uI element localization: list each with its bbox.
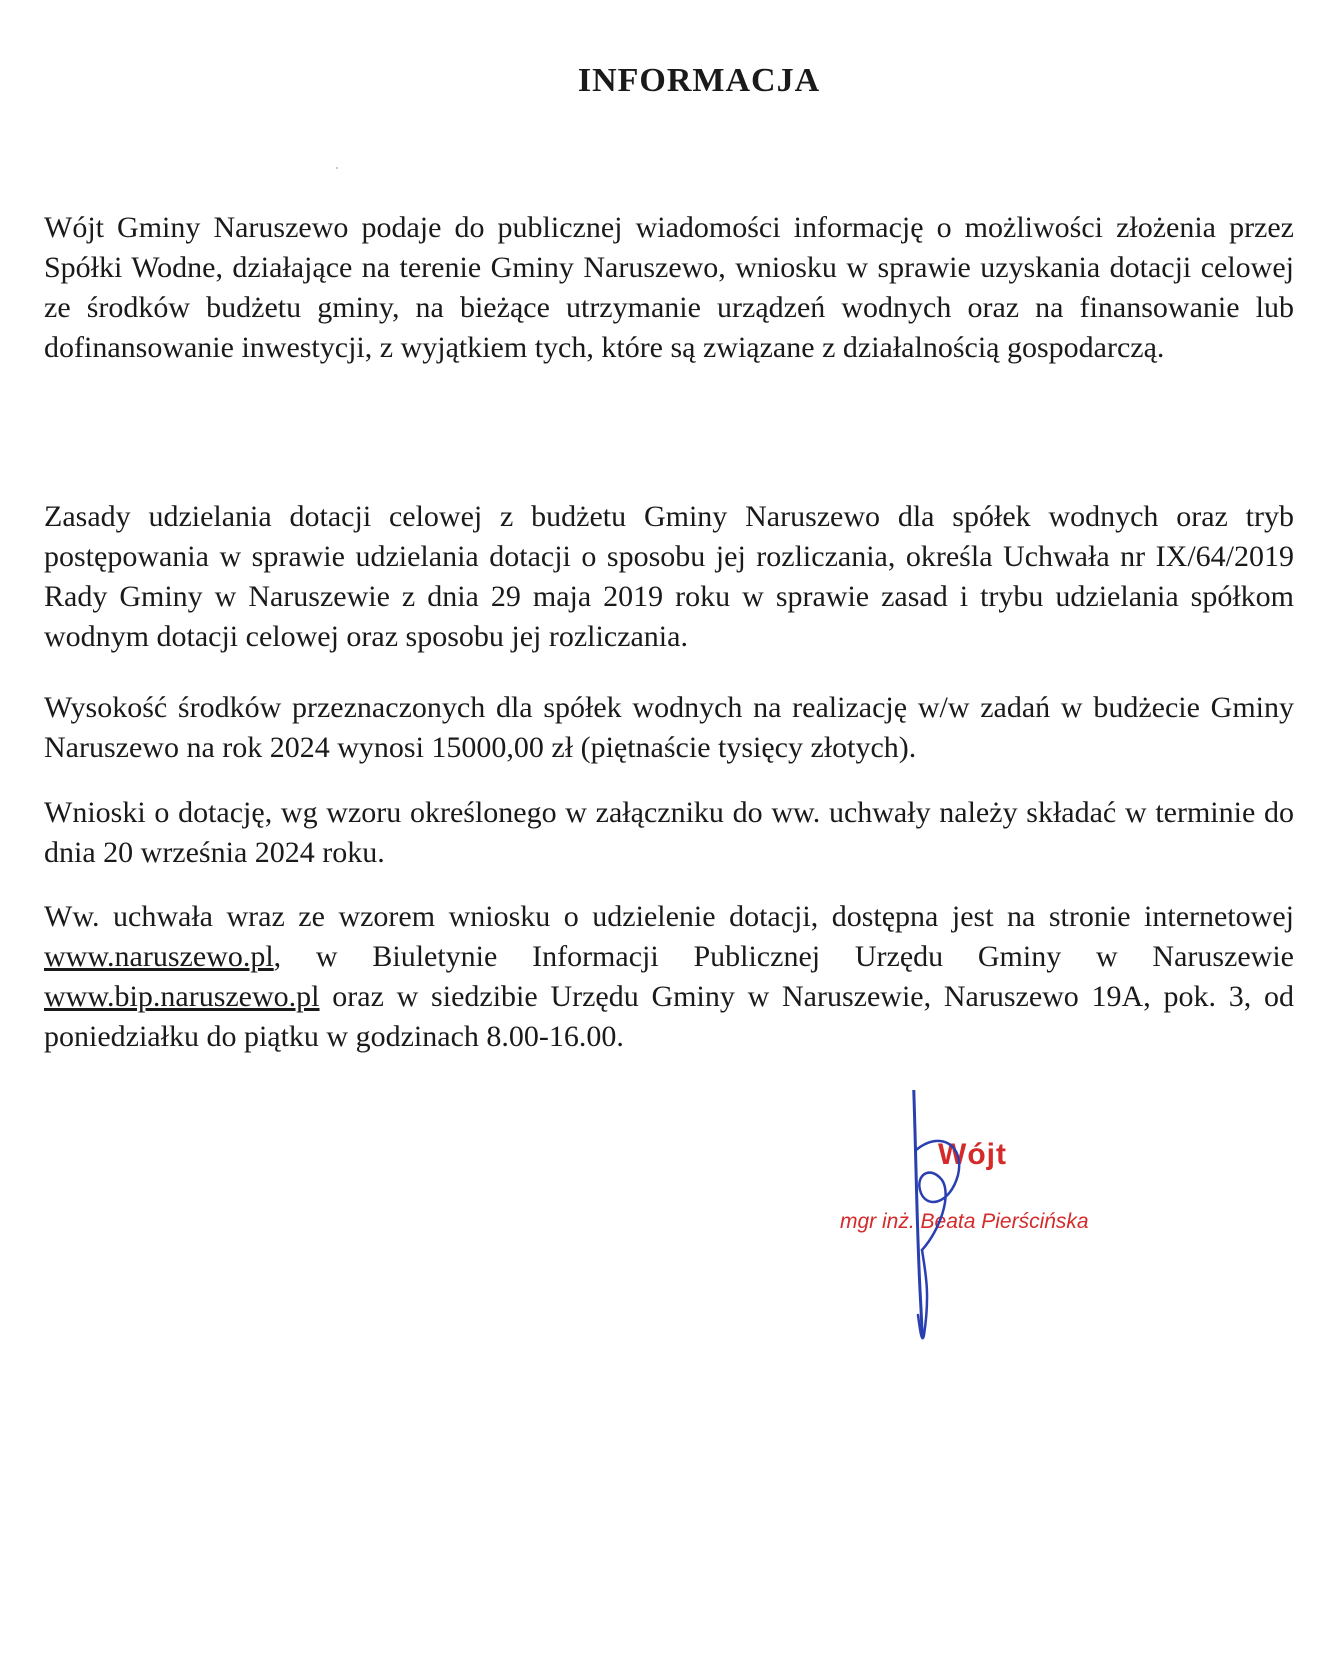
signature-stamp-name: mgr inż. Beata Pierścińska [840, 1210, 1089, 1233]
scan-speck [336, 167, 338, 169]
availability-text-3: oraz w siedzibie Urzędu Gminy w Naruszewie, Naruszewo 19A, pok. 3, od poniedziałku do piątku w godzinach 8.00-16.00. [44, 980, 1294, 1053]
paragraph-intro: Wójt Gminy Naruszewo podaje do publicznej wiadomości informację o możliwości złożenia przez Spółki Wodne, działające na terenie Gminy Naruszewo, wniosku w sprawie uzyskania dotacji celowej ze środków budżetu gminy, na bieżące utrzymanie urządzeń wodnych oraz na finansowanie lub dofinansowanie inwestycji, z wyjątkiem tych, które są związane z działalnością gospodarczą. [44, 211, 1294, 364]
link-naruszewo[interactable]: www.naruszewo.pl [44, 940, 274, 973]
link-bip-naruszewo[interactable]: www.bip.naruszewo.pl [44, 980, 320, 1013]
signature-stamp-title: Wójt [938, 1138, 1007, 1171]
availability-text-2: , w Biuletynie Informacji Publicznej Urzędu Gminy w Naruszewie [273, 940, 1294, 973]
paragraph-availability [44, 897, 1294, 1057]
document-title: INFORMACJA [577, 62, 821, 99]
signature-block [830, 1090, 1170, 1350]
paragraph-deadline: Wnioski o dotację, wg wzoru określonego w załączniku do ww. uchwały należy składać w terminie do dnia 20 września 2024 roku. [44, 796, 1294, 869]
signature-stroke-main [912, 1090, 922, 1335]
availability-text-1: Ww. uchwała wraz ze wzorem wniosku o udzielenie dotacji, dostępna jest na stronie internetowej [44, 900, 1294, 933]
handwritten-signature [830, 1090, 1170, 1350]
paragraph-amount: Wysokość środków przeznaczonych dla spółek wodnych na realizację w/w zadań w budżecie Gminy Naruszewo na rok 2024 wynosi 15000,00 zł (piętnaście tysięcy złotych). [44, 691, 1294, 764]
signature-stroke-loop [916, 1141, 959, 1250]
paragraph-rules: Zasady udzielania dotacji celowej z budżetu Gminy Naruszewo dla spółek wodnych oraz tryb postępowania w sprawie udzielania dotacji o sposobu jej rozliczania, określa Uchwała nr IX/64/2019 Rady Gminy w Naruszewie z dnia 29 maja 2019 roku w sprawie zasad i trybu udzielania spółkom wodnym dotacji celowej oraz sposobu jej rozliczania. [44, 500, 1294, 653]
